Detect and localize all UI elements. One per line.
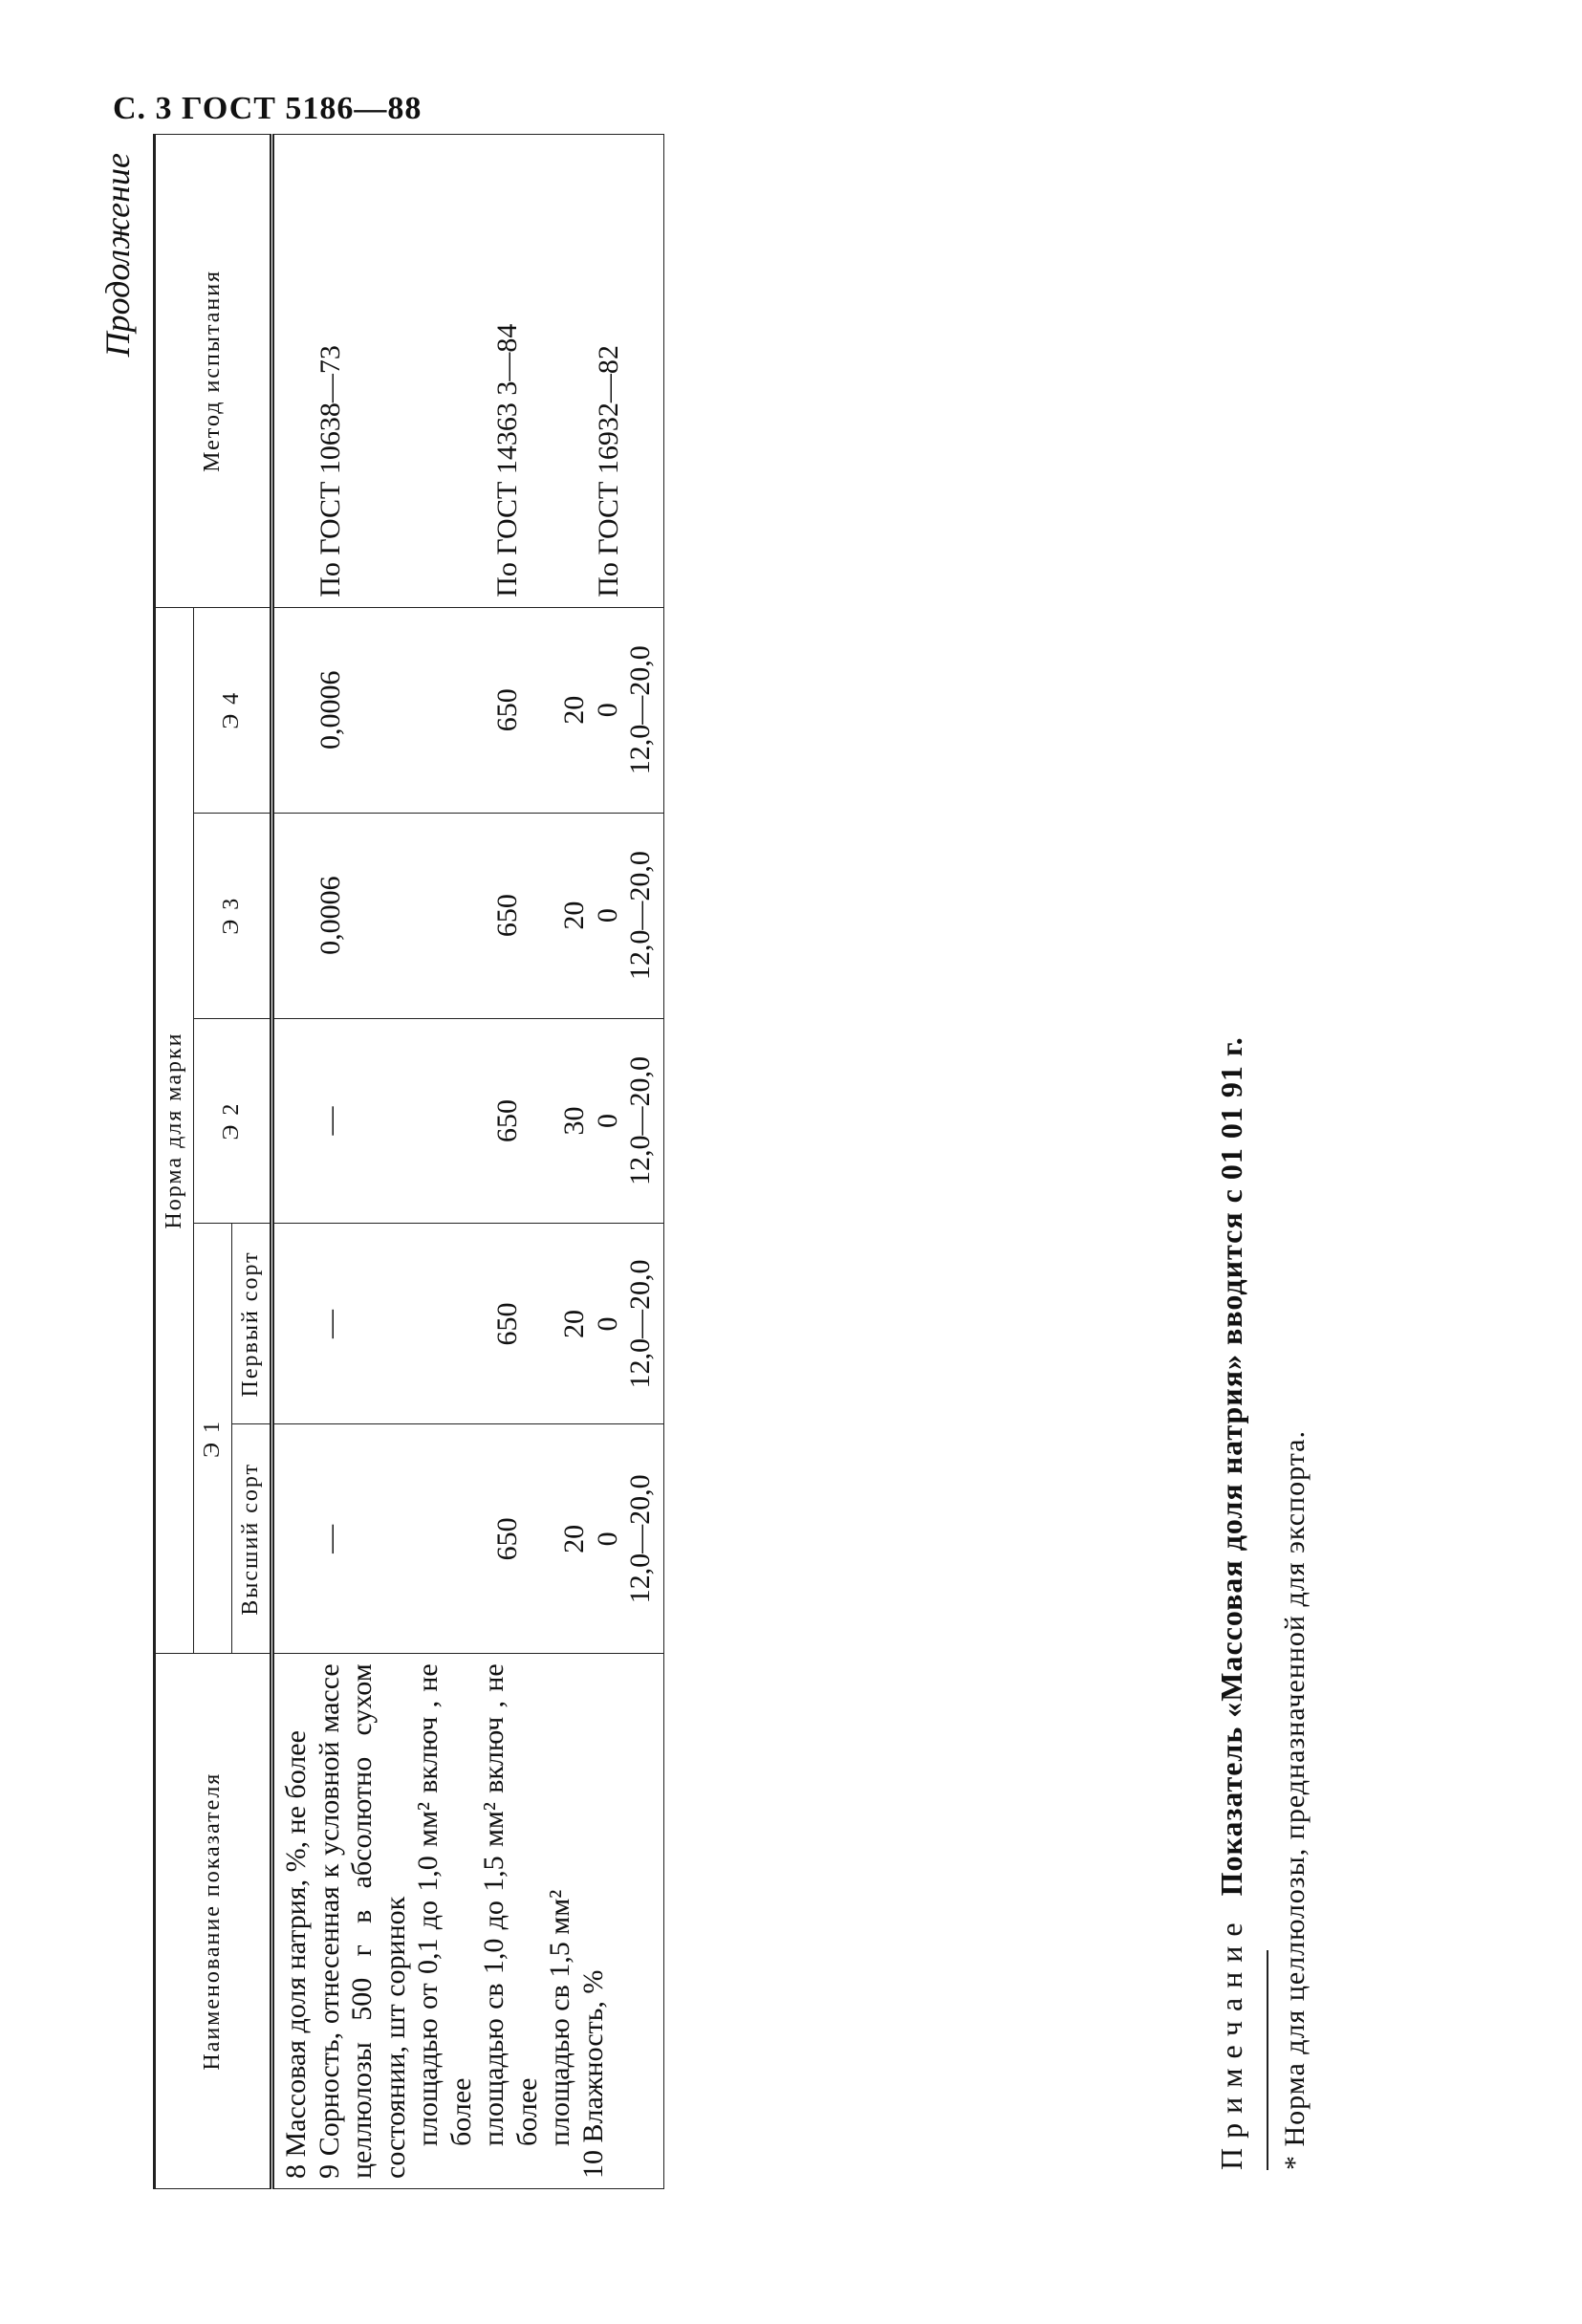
header-indicator: Наименование показателя xyxy=(155,1654,272,2189)
row9-e3-2: 20 xyxy=(558,901,590,930)
row9-e3-3: 0 xyxy=(591,908,623,923)
rotated-page xyxy=(98,134,1311,2189)
values-e4 xyxy=(272,607,664,813)
row10-first: 12,0—20,0 xyxy=(624,1259,656,1389)
indicator-cell xyxy=(272,1654,664,2189)
row10-e3: 12,0—20,0 xyxy=(624,851,656,981)
row9-e2-2: 30 xyxy=(558,1106,590,1136)
row9-e3-1: 650 xyxy=(490,894,523,938)
values-high xyxy=(272,1424,664,1654)
row10-high: 12,0—20,0 xyxy=(624,1474,656,1604)
specification-table xyxy=(153,134,664,2189)
header-grade-e3: Э 3 xyxy=(194,813,272,1018)
note-text: Показатель «Массовая доля натрия» вводится с 01 01 91 г. xyxy=(1214,1036,1248,1897)
row8-name: 8 Массовая доля натрия, %, не более xyxy=(280,1730,312,2179)
header-sort-first: Первый сорт xyxy=(232,1224,272,1424)
note xyxy=(1214,1036,1249,2170)
header-sort-high: Высший сорт xyxy=(232,1424,272,1654)
row10-e4: 12,0—20,0 xyxy=(624,645,656,775)
row9-sub1: площадью от 0,1 до 1,0 мм² включ , не более xyxy=(412,1663,477,2146)
row9-first-1: 650 xyxy=(490,1302,523,1346)
row9-method: По ГОСТ 14363 3—84 xyxy=(490,323,523,597)
method-cell xyxy=(272,135,664,608)
table-row xyxy=(272,135,664,2189)
header-grade-e1: Э 1 xyxy=(194,1224,232,1654)
row9-name: 9 Сорность, отнесенная к условной массе целлюлозы 500 г в абсолютно сухом состоянии, шт соринок xyxy=(313,1663,411,2179)
header-method: Метод испытания xyxy=(155,135,272,608)
row10-name: 10 Влажность, % xyxy=(576,1969,609,2179)
row9-e2-1: 650 xyxy=(490,1099,523,1143)
row9-e4-1: 650 xyxy=(490,688,523,732)
row9-high-1: 650 xyxy=(490,1517,523,1561)
continuation-label: Продолжение xyxy=(98,153,137,358)
row9-sub3: площадью св 1,5 мм² xyxy=(544,1889,575,2146)
row9-first-3: 0 xyxy=(591,1316,623,1332)
row9-e4-2: 20 xyxy=(558,695,590,725)
page-header: С. 3 ГОСТ 5186—88 xyxy=(113,91,423,126)
values-first xyxy=(272,1224,664,1424)
row9-e4-3: 0 xyxy=(591,703,623,718)
row8-e2: — xyxy=(314,1106,346,1136)
row9-high-3: 0 xyxy=(591,1531,623,1547)
row9-high-2: 20 xyxy=(558,1524,590,1553)
row8-method: По ГОСТ 10638—73 xyxy=(314,345,346,597)
row9-e2-3: 0 xyxy=(591,1114,623,1129)
row9-first-2: 20 xyxy=(558,1309,590,1338)
footnote: * Норма для целлюлозы, предназначенной для экспорта. xyxy=(1279,1430,1311,2170)
row10-e2: 12,0—20,0 xyxy=(624,1056,656,1186)
header-grade-e4: Э 4 xyxy=(194,607,272,813)
row8-e4: 0,0006 xyxy=(314,670,346,749)
row8-e3: 0,0006 xyxy=(314,876,346,955)
header-norm: Норма для марки xyxy=(155,607,194,1654)
row10-method: По ГОСТ 16932—82 xyxy=(593,345,624,597)
values-e2 xyxy=(272,1018,664,1224)
values-e3 xyxy=(272,813,664,1018)
note-label: Примечание xyxy=(1214,1913,1248,2170)
footnote-rule xyxy=(1267,1950,1268,2170)
row8-high: — xyxy=(314,1524,346,1553)
row9-sub2: площадью св 1,0 до 1,5 мм² включ , не более xyxy=(478,1663,543,2146)
header-grade-e2: Э 2 xyxy=(194,1018,272,1224)
row8-first: — xyxy=(314,1309,346,1338)
